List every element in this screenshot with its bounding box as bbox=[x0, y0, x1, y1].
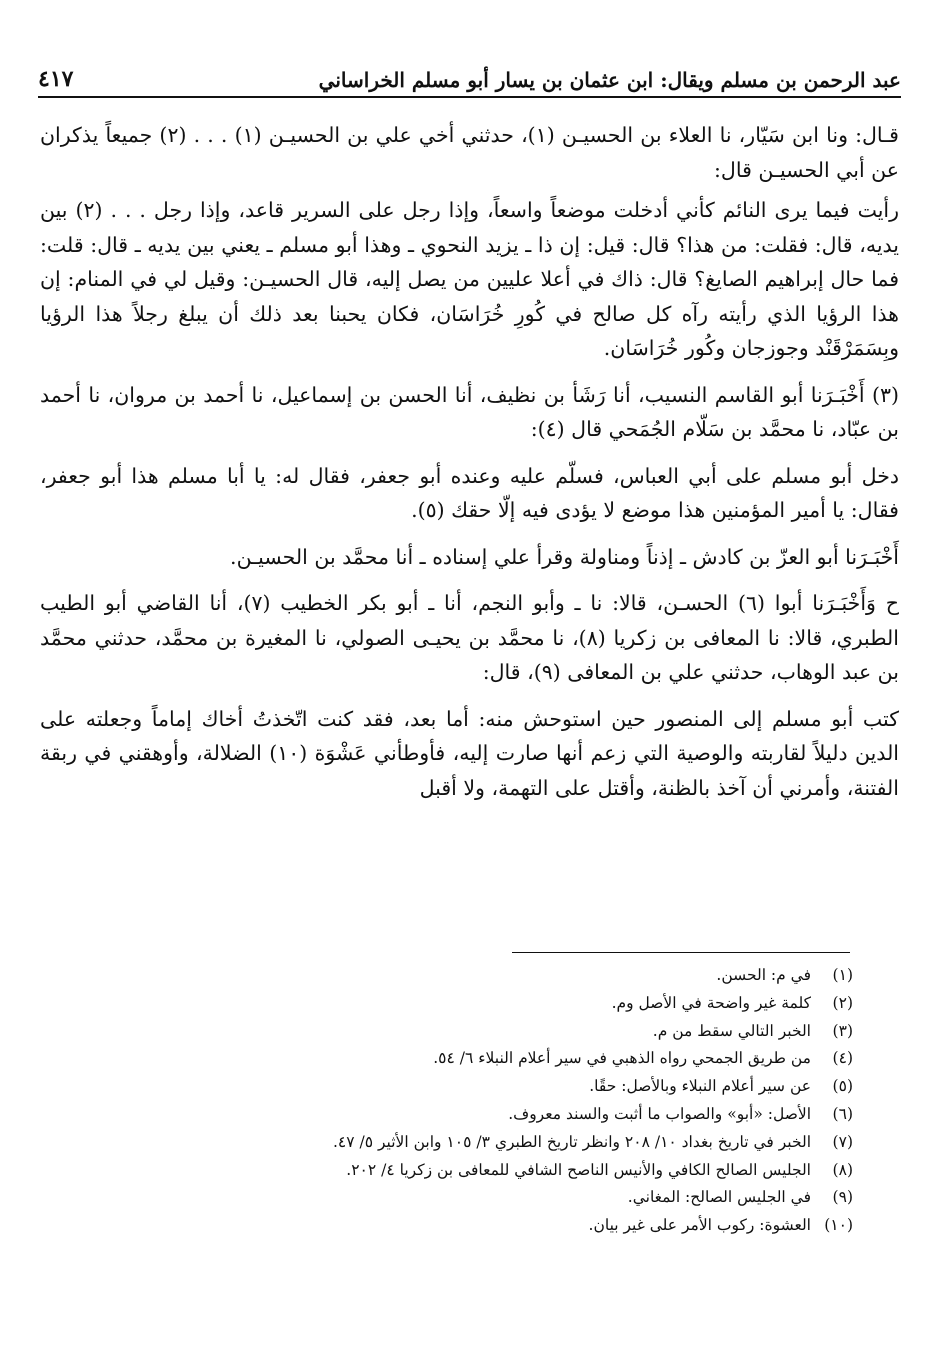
footnote-number: (١) bbox=[832, 966, 853, 984]
footnote-number: (٤) bbox=[832, 1049, 853, 1068]
footnote-text: كلمة غير واضحة في الأصل وم. bbox=[611, 993, 811, 1012]
footnote-text: في الجليس الصالح: المغاني. bbox=[627, 1188, 811, 1207]
footnote-number: (٢) bbox=[832, 993, 853, 1012]
paragraph: (٣) أَخْبَـرَنا أبو القاسم النسيب، أنا رَشَأ بن نظيف، أنا الحسن بن إسماعيل، نا أحمد بن مروان، نا أحمد بن عبّاد، نا محمَّد بن سَلّام الجُمَحي قال (٤): bbox=[40, 382, 899, 441]
footnotes bbox=[40, 962, 853, 1240]
page-number: ٤١٧ bbox=[38, 66, 74, 92]
paragraph: دخل أبو مسلم على أبي العباس، فسلّم عليه وعنده أبو جعفر، فقال له: يا أبا مسلم هذا أبو جعفر، فقال: يا أمير المؤمنين هذا موضع لا يؤدى فيه إلّا حقك (٥). bbox=[40, 463, 899, 522]
footnote bbox=[40, 962, 853, 990]
footnote-number: (١٠) bbox=[824, 1216, 853, 1235]
footnote-text: عن سير أعلام النبلاء وبالأصل: حقًا. bbox=[589, 1077, 811, 1096]
paragraph: قـال: ونا ابن سَيّار، نا العلاء بن الحسيـن (١)، حدثني أخي علي بن الحسيـن (١) . . . (٢) جميعاً يذكران عن أبي الحسيـن قال: bbox=[40, 123, 899, 182]
running-header bbox=[38, 52, 901, 98]
paragraph: رأيت فيما يرى النائم كأني أدخلت موضعاً واسعاً، وإذا رجل على السرير قاعد، وإذا رجل . . . (٢) بين يديه، قال: فقلت: من هذا؟ قال: قيل: إن ذا ـ يزيد النحوي ـ وهذا أبو مسلم ـ يعني بين يديه ـ قال: قلت: فما حال إبراهيم الصايغ؟ قال: ذاك في أعلا عليين من يصل إليه، قال الحسيـن: وقيل لي في المنام: إن هذا الرؤيا الذي رأيته رآه كل صالح في كُورِ خُرَاسَان، فكان يحبنا بعد ذلك أن يبلغ رجلاً هذا الرؤيا وبِسَمَرْقَنْد وجوزجان وكُور خُرَاسَان. bbox=[40, 198, 899, 360]
footnote bbox=[40, 1101, 853, 1129]
footnote-number: (٩) bbox=[832, 1188, 853, 1207]
paragraph: ح وَأَخْبَـرَنا أبوا (٦) الحسـن، قالا: نا ـ وأبو النجم، أنا ـ أبو بكر الخطيب (٧)، أنا القاضي أبو الطيب الطبري، قالا: نا المعافى بن زكريا (٨)، نا محمَّد بن يحيـى الصولي، نا المغيرة بن محمَّد، حدثني محمَّد بن عبد الوهاب، حدثني علي بن المعافى (٩)، قال: bbox=[40, 591, 899, 684]
footnote bbox=[40, 1129, 853, 1157]
footnote bbox=[40, 1157, 853, 1185]
paragraph: كتب أبو مسلم إلى المنصور حين استوحش منه: أما بعد، فقد كنت اتّخذتُ أخاك إماماً وجعلته على الدين دليلاً لقاربته والوصية التي زعم أنها صارت إليه، فأوطأني عَشْوَة (١٠) الضلالة، وأوهقني في ربقة الفتنة، وأمرني أن آخذ بالظنة، وأقتل على التهمة، ولا أقبل bbox=[40, 706, 900, 800]
paragraph: أَخْبَـرَنا أبو العزّ بن كادش ـ إذناً ومناولة وقرأ علي إسناده ـ أنا محمَّد بن الحسيـن. bbox=[230, 544, 899, 569]
footnote-number: (٧) bbox=[832, 1132, 853, 1151]
footnote-text: الجليس الصالح الكافي والأنيس الناصح الشافي للمعافى بن زكريا ٤/ ٢٠٢. bbox=[346, 1160, 811, 1179]
footnote-text: العشوة: ركوب الأمر على غير بيان. bbox=[588, 1216, 811, 1235]
footnote-text: من طريق الجمحي رواه الذهبي في سير أعلام النبلاء ٦/ ٥٤. bbox=[433, 1049, 811, 1068]
footnote-text: الخبر التالي سقط من م. bbox=[652, 1021, 811, 1040]
footnote bbox=[40, 1045, 853, 1073]
footnote bbox=[40, 1184, 853, 1212]
footnote-number: (٣) bbox=[832, 1021, 853, 1040]
footnote-number: (٦) bbox=[832, 1104, 853, 1123]
footnote-text: الأصل: «أبو» والصواب ما أثبت والسند معروف. bbox=[508, 1104, 811, 1123]
footnote-number: (٥) bbox=[832, 1077, 853, 1096]
footnote-number: (٨) bbox=[832, 1160, 853, 1179]
footnote bbox=[40, 990, 853, 1018]
footnote bbox=[40, 1212, 853, 1240]
header-title: عبد الرحمن بن مسلم ويقال: ابن عثمان بن يسار أبو مسلم الخراساني bbox=[318, 68, 901, 92]
main-text bbox=[40, 118, 899, 817]
footnote bbox=[40, 1018, 853, 1046]
footnote bbox=[40, 1073, 853, 1101]
footnote-text: في م: الحسن. bbox=[716, 966, 811, 984]
footnote-separator bbox=[512, 952, 850, 953]
footnote-text: الخبر في تاريخ بغداد ١٠/ ٢٠٨ وانظر تاريخ الطبري ٣/ ١٠٥ وابن الأثير ٥/ ٤٧. bbox=[332, 1132, 811, 1151]
